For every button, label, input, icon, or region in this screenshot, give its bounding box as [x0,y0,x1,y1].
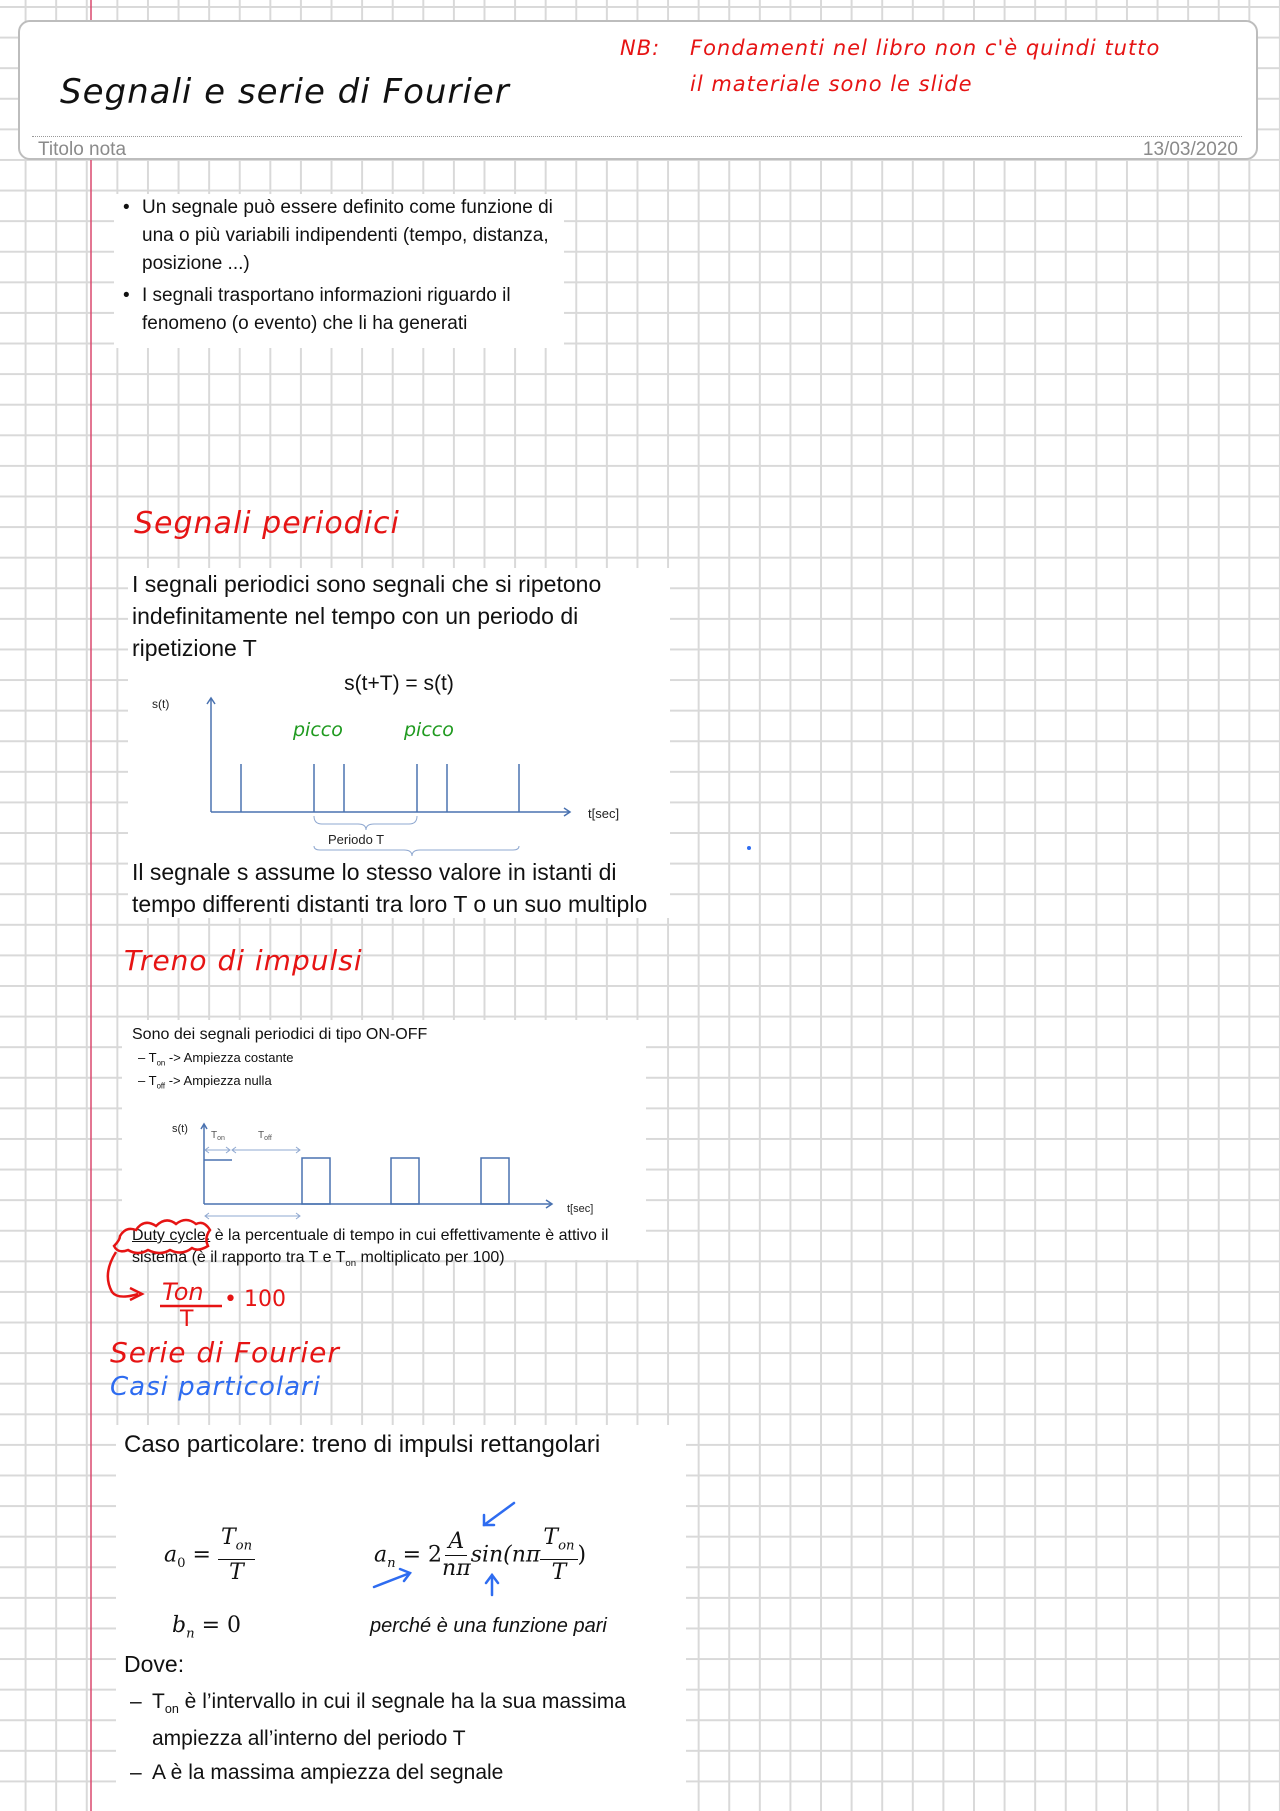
periodicity-equation: s(t+T) = s(t) [344,672,454,695]
stray-ink-dot [747,846,751,850]
subheading-special-cases: Casi particolari [110,1372,321,1402]
note-date: 13/03/2020 [1142,139,1238,160]
intro-bullet-list [114,194,564,338]
toff-label: $T_{off}$ [258,1130,272,1142]
duty-formula-numerator: Ton [162,1278,204,1306]
periodic-description: I segnali periodici sono segnali che si ripetono indefinitamente nel tempo con un periodo di ripetizione T [132,571,602,661]
x-axis-label: t[sec] [567,1203,594,1215]
note-title-field[interactable]: Titolo nota [38,139,127,160]
duty-cycle-definition: Duty cycle: è la percentuale di tempo in cui effettivamente è attivo il sistema (è il rapporto tra T e $T_{on}$ moltiplicato per 100) [132,1227,609,1270]
fourier-special-case-slide [116,1425,686,1811]
notebook-margin-line [90,0,92,1811]
pulse-item-ton: – $T_{on}$ -> Ampiezza costante [138,1050,294,1068]
where-label: Dove: [124,1651,185,1677]
intro-bullet: • Un segnale può essere definito come funzione di una o più variabili indipendenti (tempo, distanza, posizione ...) [114,194,564,278]
intro-bullet: • I segnali trasportano informazioni riguardo il fenomeno (o evento) che li ha generati [114,282,564,338]
bn-formula: $b_n = 0$ [172,1613,242,1642]
x-axis-label: t[sec] [588,806,620,821]
duty-formula-multiplier: • 100 [224,1287,286,1312]
handwritten-title: Segnali e serie di Fourier [60,72,510,112]
pulse-train-intro: Sono dei segnali periodici di tipo ON-OFF [132,1026,428,1043]
nb-line-1: Fondamenti nel libro non c'è quindi tutto [690,36,1161,60]
intro-slide [114,194,564,348]
pulse-train-slide [122,1020,646,1270]
bn-reason: perché è una funzione pari [370,1615,607,1637]
nb-line-2: il materiale sono le slide [690,72,973,96]
heading-pulse-train: Treno di impulsi [124,944,363,977]
nb-annotation [620,30,1160,102]
heading-fourier-series: Serie di Fourier [110,1336,340,1369]
definition-ton: – $T_{on}$ è l’intervallo in cui il segnale ha la sua massima ampiezza all’interno del periodo T [130,1687,686,1754]
pulse-train-diagram [122,1120,646,1225]
a0-formula: $a_0$ = $\frac{T_{on}}{T}$ [164,1525,255,1586]
note-header [18,20,1258,160]
an-formula: $a_n = 2$ $\frac{A}{n\pi}$ sin(nπ $\frac{T_{on}}{T}$ ) [374,1525,587,1586]
definitions-list [130,1687,686,1792]
peak-annotation-2: picco [404,719,454,741]
heading-periodic-signals: Segnali periodici [134,506,400,541]
ton-label: $T_{on}$ [211,1130,225,1142]
peak-annotation-1: picco [293,719,343,741]
definition-a: – A è la massima ampiezza del segnale [130,1758,686,1788]
impulse-diagram [128,696,670,856]
nb-tag: NB: [620,36,661,60]
periodic-after-text: Il segnale s assume lo stesso valore in istanti di tempo differenti distanti tra loro T o un suo multiplo [132,859,648,917]
y-axis-label: s(t) [172,1123,188,1135]
duty-formula-denominator: T [180,1307,194,1327]
pulse-item-toff: – $T_{off}$ -> Ampiezza nulla [138,1073,272,1091]
duty-cycle-term: Duty cycle: [132,1227,211,1244]
y-axis-label: s(t) [152,697,170,711]
header-divider [32,136,1242,137]
periodic-signals-slide [128,568,670,918]
period-brace-label: Periodo T [328,832,385,847]
slide-title: Caso particolare: treno di impulsi rettangolari [124,1431,601,1458]
